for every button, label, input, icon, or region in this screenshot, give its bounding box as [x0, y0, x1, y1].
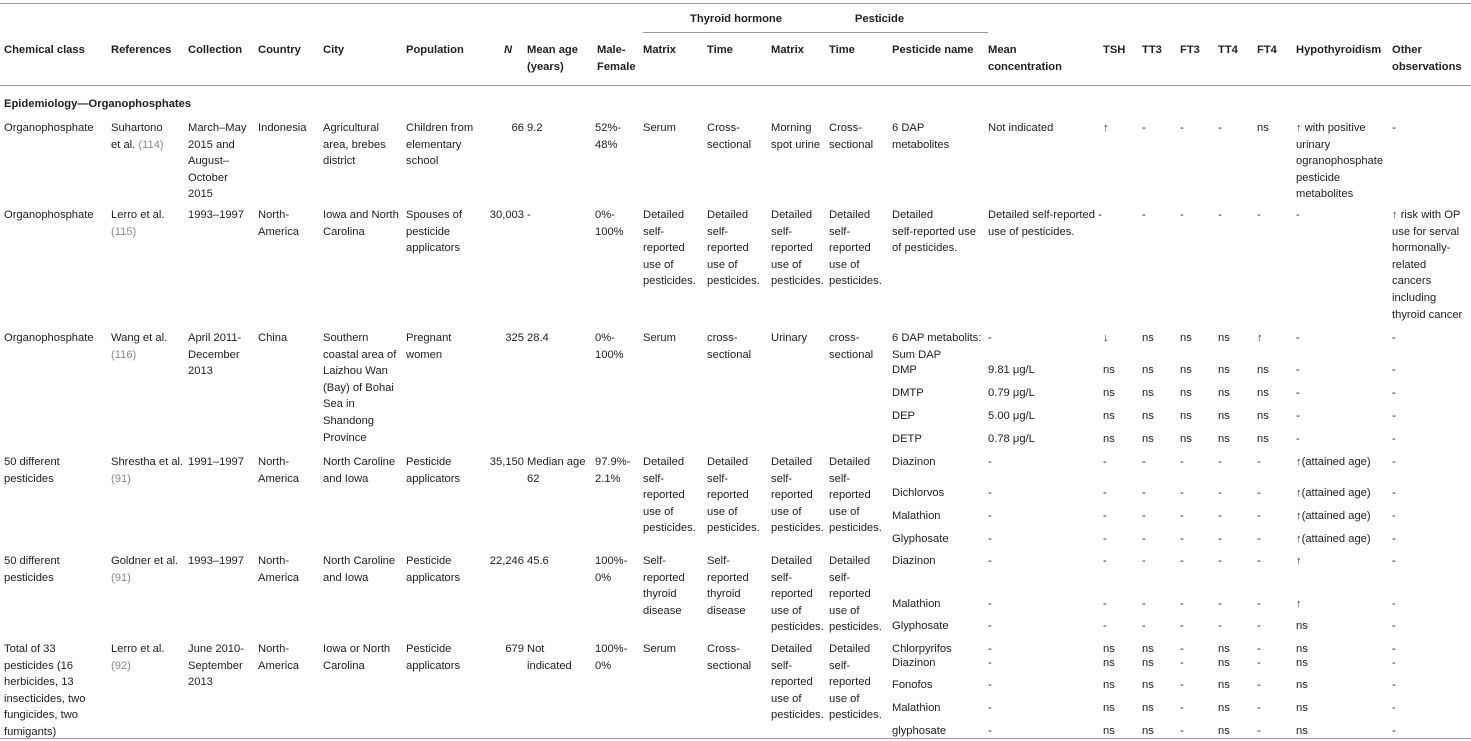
column-header-tt4: TT4: [1218, 44, 1238, 56]
column-header-male-female: Male- Female: [597, 44, 636, 73]
cell-r4b-tsh: -: [1103, 487, 1107, 499]
cell-r4-tht: Detailed self- reported use of pesticides.: [707, 456, 760, 535]
cell-r5-thm: Self- reported thyroid disease: [643, 555, 685, 617]
cell-r4d-ft4: -: [1257, 533, 1261, 545]
cell-r3-col: April 2011- December 2013: [188, 332, 242, 378]
reference-authors: Lerro et al.: [111, 643, 165, 655]
cell-r4c-pn: Malathion: [892, 510, 941, 522]
cell-r6-pm: Detailed self- reported use of pesticides.: [771, 643, 824, 722]
reference-authors: Suhartono et al.: [111, 122, 163, 151]
cell-r4-pop: Pesticide applicators: [406, 456, 461, 485]
cell-r1-col: March–May 2015 and August– October 2015: [188, 122, 247, 201]
cell-r4c-hyp: ↑(attained age): [1296, 510, 1371, 522]
column-header-ft4: FT4: [1257, 44, 1277, 56]
cell-r5b-pn: Malathion: [892, 598, 941, 610]
cell-r6b-ft4: -: [1257, 657, 1261, 669]
cell-r6e-pn: glyphosate: [892, 725, 947, 737]
cell-r2-tt4: -: [1218, 209, 1222, 221]
cell-r4d-tsh: -: [1103, 533, 1107, 545]
cell-r3b-oth: -: [1392, 364, 1396, 376]
cell-r6a-hyp: ns: [1296, 643, 1308, 655]
cell-r5a-hyp: ↑: [1296, 555, 1302, 567]
cell-r3b-tt3: ns: [1142, 364, 1154, 376]
cell-r5-pop: Pesticide applicators: [406, 555, 461, 584]
citation-link[interactable]: (91): [111, 472, 131, 485]
cell-r5a-ft4: -: [1257, 555, 1261, 567]
cell-r2-pop: Spouses of pesticide applicators: [406, 209, 462, 255]
cell-r6-col: June 2010- September 2013: [188, 643, 244, 689]
cell-r2-ref: [111, 207, 164, 240]
cell-r3-city: Southern coastal area of Laizhou Wan (Bay) of Bohai Sea in Shandong Province: [323, 332, 397, 444]
column-header-country: Country: [258, 44, 301, 56]
cell-r1-tt4: -: [1218, 122, 1222, 134]
cell-r3d-tt3: ns: [1142, 410, 1154, 422]
cell-r4a-tt3: -: [1142, 456, 1146, 468]
cell-r1-ft4: ns: [1257, 122, 1269, 134]
cell-r4-mf: 97.9%- 2.1%: [595, 456, 631, 485]
cell-r1-cls: Organophosphate: [4, 122, 94, 134]
cell-r3c-tsh: ns: [1103, 387, 1115, 399]
cell-r5b-ft3: -: [1180, 598, 1184, 610]
cell-r3-pm: Urinary: [771, 332, 808, 344]
cell-r3b-ft3: ns: [1180, 364, 1192, 376]
cell-r5a-tt4: -: [1218, 555, 1222, 567]
cell-r5-mf: 100%- 0%: [595, 555, 628, 584]
cell-r6a-oth: -: [1392, 643, 1396, 655]
cell-r3a-tt4: ns: [1218, 332, 1230, 344]
cell-r1-pt: Cross- sectional: [829, 122, 874, 151]
cell-r2-cls: Organophosphate: [4, 209, 94, 221]
reference-authors: Shrestha et al.: [111, 456, 184, 468]
column-header-chemical-class: Chemical class: [4, 44, 85, 56]
cell-r4d-tt4: -: [1218, 533, 1222, 545]
cell-r3c-tt3: ns: [1142, 387, 1154, 399]
cell-r1-pm: Morning spot urine: [771, 122, 821, 151]
cell-r5-age: 45.6: [527, 555, 549, 567]
cell-r4-pt: Detailed self- reported use of pesticides.: [829, 456, 882, 535]
cell-r6b-pn: Diazinon: [892, 657, 936, 669]
cell-r6a-mc: -: [988, 643, 992, 655]
cell-r5c-hyp: ns: [1296, 620, 1308, 632]
cell-r3-ref: [111, 330, 167, 363]
cell-r5b-mc: -: [988, 598, 992, 610]
cell-r5c-tsh: -: [1103, 620, 1107, 632]
cell-r6b-oth: -: [1392, 657, 1396, 669]
cell-r5-tht: Self- reported thyroid disease: [707, 555, 749, 617]
cell-r5c-mc: -: [988, 620, 992, 632]
column-header-other: Other observations: [1392, 44, 1462, 73]
cell-r6a-pn: Chlorpyrifos: [892, 643, 952, 655]
cell-r3e-pn: DETP: [892, 433, 922, 445]
cell-r3e-tsh: ns: [1103, 433, 1115, 445]
cell-r3d-ft3: ns: [1180, 410, 1192, 422]
cell-r6c-mc: -: [988, 679, 992, 691]
cell-r6e-tt3: ns: [1142, 725, 1154, 737]
cell-r5a-tsh: -: [1103, 555, 1107, 567]
cell-r3-thm: Serum: [643, 332, 676, 344]
cell-r6d-tt4: ns: [1218, 702, 1230, 714]
cell-r3d-tt4: ns: [1218, 410, 1230, 422]
cell-r5b-ft4: -: [1257, 598, 1261, 610]
cell-r5c-tt3: -: [1142, 620, 1146, 632]
cell-r5-pt: Detailed self- reported use of pesticides.: [829, 555, 882, 634]
cell-r3d-tsh: ns: [1103, 410, 1115, 422]
cell-r5b-tt3: -: [1142, 598, 1146, 610]
reference-authors: Lerro et al.: [111, 209, 165, 221]
cell-r6b-hyp: ns: [1296, 657, 1308, 669]
cell-r2-pt: Detailed self- reported use of pesticides.: [829, 209, 882, 288]
citation-link[interactable]: (115): [111, 225, 137, 238]
cell-r3e-oth: -: [1392, 433, 1396, 445]
cell-r6a-tt4: ns: [1218, 643, 1230, 655]
cell-r1-mf: 52%- 48%: [595, 122, 622, 151]
cell-r1-age: 9.2: [527, 122, 543, 134]
cell-r6c-pn: Fonofos: [892, 679, 933, 691]
cell-r2-pn: Detailed self-reported use of pesticides.: [892, 209, 976, 255]
cell-r6-cls: Total of 33 pesticides (16 herbicides, 13 insecticides, two fungicides, two fumigants): [4, 643, 86, 738]
cell-r2-n: 30,003: [489, 209, 524, 221]
cell-r3a-mc: -: [988, 332, 992, 344]
cell-r5-pm: Detailed self- reported use of pesticides.: [771, 555, 824, 634]
cell-r4-city: North Caroline and Iowa: [323, 456, 396, 485]
column-header-hypo: Hypothyroidism: [1296, 44, 1382, 56]
cell-r3-pt: cross- sectional: [829, 332, 874, 361]
cell-r5-col: 1993–1997: [188, 555, 244, 567]
cell-r6d-hyp: ns: [1296, 702, 1308, 714]
cell-r3d-oth: -: [1392, 410, 1396, 422]
citation-link[interactable]: (114): [138, 138, 164, 151]
column-header-collection: Collection: [188, 44, 243, 56]
cell-r6a-tsh: ns: [1103, 643, 1115, 655]
cell-r3b-tt4: ns: [1218, 364, 1230, 376]
cell-r4-n: 35,150: [489, 456, 524, 468]
cell-r5b-tsh: -: [1103, 598, 1107, 610]
citation-link[interactable]: (91): [111, 571, 131, 584]
cell-r1-tsh: ↑: [1103, 122, 1109, 134]
column-header-ft3: FT3: [1180, 44, 1200, 56]
cell-r4c-ft3: -: [1180, 510, 1184, 522]
cell-r3-pop: Pregnant women: [406, 332, 452, 361]
cell-r3a-ft3: ns: [1180, 332, 1192, 344]
cell-r3b-hyp: -: [1296, 364, 1300, 376]
cell-r2-ft4: -: [1257, 209, 1261, 221]
cell-r4b-mc: -: [988, 487, 992, 499]
citation-link[interactable]: (116): [111, 348, 137, 361]
cell-r4b-ft3: -: [1180, 487, 1184, 499]
header-bottom-rule: [0, 85, 1471, 86]
cell-r6d-pn: Malathion: [892, 702, 941, 714]
cell-r4d-pn: Glyphosate: [892, 533, 949, 545]
cell-r6d-ft3: -: [1180, 702, 1184, 714]
cell-r4c-oth: -: [1392, 510, 1396, 522]
cell-r3a-ft4: ↑: [1257, 332, 1263, 344]
cell-r6d-oth: -: [1392, 702, 1396, 714]
cell-r3b-tsh: ns: [1103, 364, 1115, 376]
cell-r3e-tt4: ns: [1218, 433, 1230, 445]
cell-r1-pop: Children from elementary school: [406, 122, 474, 168]
cell-r1-thm: Serum: [643, 122, 676, 134]
cell-r6a-tt3: ns: [1142, 643, 1154, 655]
cell-r6c-ft4: -: [1257, 679, 1261, 691]
cell-r6d-tsh: ns: [1103, 702, 1115, 714]
cell-r6a-ft3: -: [1180, 643, 1184, 655]
cell-r5c-ft3: -: [1180, 620, 1184, 632]
cell-r5a-ft3: -: [1180, 555, 1184, 567]
reference-authors: Goldner et al.: [111, 555, 179, 567]
cell-r4b-pn: Dichlorvos: [892, 487, 945, 499]
cell-r6e-hyp: ns: [1296, 725, 1308, 737]
cell-r1-city: Agricultural area, brebes district: [323, 122, 386, 168]
cell-r2-col: 1993–1997: [188, 209, 244, 221]
cell-r4d-oth: -: [1392, 533, 1396, 545]
cell-r2-hyp: -: [1296, 209, 1300, 221]
cell-r2-tht: Detailed self- reported use of pesticides.: [707, 209, 760, 288]
group-header-thyroid: Thyroid hormone: [690, 13, 782, 25]
cell-r6-pop: Pesticide applicators: [406, 643, 461, 672]
cell-r3c-pn: DMTP: [892, 387, 924, 399]
cell-r3e-hyp: -: [1296, 433, 1300, 445]
cell-r1-mc: Not indicated: [988, 122, 1054, 134]
column-header-mean-conc: Mean concentration: [988, 44, 1062, 73]
cell-r4c-tt3: -: [1142, 510, 1146, 522]
cell-r6e-tt4: ns: [1218, 725, 1230, 737]
cell-r4-col: 1991–1997: [188, 456, 244, 468]
cell-r5b-tt4: -: [1218, 598, 1222, 610]
cell-r5-ref: [111, 553, 178, 586]
cell-r1-hyp: ↑ with positive urinary ogranophosphate pesticide metabolites: [1296, 122, 1384, 201]
cell-r6e-ft3: -: [1180, 725, 1184, 737]
cell-r4-ref: [111, 454, 183, 487]
cell-r2-thm: Detailed self- reported use of pesticides.: [643, 209, 696, 288]
cell-r6-ref: [111, 641, 164, 674]
cell-r6c-tsh: ns: [1103, 679, 1115, 691]
cell-r3e-ft4: ns: [1257, 433, 1269, 445]
cell-r3d-hyp: -: [1296, 410, 1300, 422]
cell-r5a-mc: -: [988, 555, 992, 567]
cell-r3e-mc: 0.78 μg/L: [988, 433, 1035, 445]
cell-r6b-tsh: ns: [1103, 657, 1115, 669]
cell-r5b-hyp: ↑: [1296, 598, 1302, 610]
cell-r5-city: North Caroline and Iowa: [323, 555, 396, 584]
cell-r6e-mc: -: [988, 725, 992, 737]
cell-r4-thm: Detailed self- reported use of pesticides.: [643, 456, 696, 535]
cell-r6b-mc: -: [988, 657, 992, 669]
cell-r4-age: Median age 62: [527, 456, 586, 485]
cell-r4a-mc: -: [988, 456, 992, 468]
cell-r6e-ft4: -: [1257, 725, 1261, 737]
cell-r6b-tt4: ns: [1218, 657, 1230, 669]
cell-r4a-ft3: -: [1180, 456, 1184, 468]
cell-r1-n: 66: [511, 122, 524, 134]
cell-r5-cls: 50 different pesticides: [4, 555, 60, 584]
cell-r6-cty: North- America: [258, 643, 300, 672]
cell-r5c-ft4: -: [1257, 620, 1261, 632]
cell-r3a-oth: -: [1392, 332, 1396, 344]
cell-r2-mf: 0%- 100%: [595, 209, 624, 238]
cell-r3a-hyp: -: [1296, 332, 1300, 344]
cell-r2-oth: ↑ risk with OP use for serval hormonally- related cancers including thyroid cancer: [1392, 209, 1463, 321]
cell-r5-n: 22,246: [489, 555, 524, 567]
cell-r4a-ft4: -: [1257, 456, 1261, 468]
column-header-mean-age: Mean age (years): [527, 44, 578, 73]
cell-r6c-tt3: ns: [1142, 679, 1154, 691]
cell-r6-pt: Detailed self- reported use of pesticides.: [829, 643, 882, 722]
cell-r6-city: Iowa or North Carolina: [323, 643, 391, 672]
cell-r6-mf: 100%- 0%: [595, 643, 628, 672]
cell-r4d-ft3: -: [1180, 533, 1184, 545]
cell-r5c-pn: Glyphosate: [892, 620, 949, 632]
cell-r3-cls: Organophosphate: [4, 332, 94, 344]
cell-r6c-oth: -: [1392, 679, 1396, 691]
cell-r6d-ft4: -: [1257, 702, 1261, 714]
section-label: Epidemiology—Organophosphates: [4, 98, 192, 110]
cell-r4-cty: North- America: [258, 456, 300, 485]
citation-link[interactable]: (92): [111, 659, 131, 672]
cell-r4-cls: 50 different pesticides: [4, 456, 60, 485]
cell-r1-cty: Indonesia: [258, 122, 307, 134]
column-header-population: Population: [406, 44, 464, 56]
group-header-pesticide: Pesticide: [854, 13, 905, 25]
cell-r2-age: -: [527, 209, 531, 221]
cell-r3d-pn: DEP: [892, 410, 916, 422]
cell-r3b-ft4: ns: [1257, 364, 1269, 376]
cell-r4a-tsh: -: [1103, 456, 1107, 468]
cell-r3d-ft4: ns: [1257, 410, 1269, 422]
table-bottom-rule: [0, 738, 1471, 739]
cell-r2-mc: Detailed self-reported - use of pesticides.: [988, 209, 1102, 238]
cell-r3e-tt3: ns: [1142, 433, 1154, 445]
cell-r5-cty: North- America: [258, 555, 300, 584]
cell-r1-pn: 6 DAP metabolites: [892, 122, 950, 151]
cell-r5b-oth: -: [1392, 598, 1396, 610]
cell-r4b-oth: -: [1392, 487, 1396, 499]
column-header-p-time: Time: [829, 44, 855, 56]
cell-r5a-tt3: -: [1142, 555, 1146, 567]
cell-r6c-tt4: ns: [1218, 679, 1230, 691]
cell-r3-mf: 0%- 100%: [595, 332, 624, 361]
cell-r4-pm: Detailed self- reported use of pesticides.: [771, 456, 824, 535]
cell-r4c-mc: -: [988, 510, 992, 522]
cell-r3b-pn: DMP: [892, 364, 917, 376]
cell-r4a-oth: -: [1392, 456, 1396, 468]
reference-authors: Wang et al.: [111, 332, 168, 344]
cell-r6e-oth: -: [1392, 725, 1396, 737]
cell-r5c-oth: -: [1392, 620, 1396, 632]
cell-r2-pm: Detailed self- reported use of pesticides.: [771, 209, 824, 288]
cell-r3c-ft3: ns: [1180, 387, 1192, 399]
cell-r4d-hyp: ↑(attained age): [1296, 533, 1371, 545]
cell-r1-tht: Cross- sectional: [707, 122, 752, 151]
cell-r6e-tsh: ns: [1103, 725, 1115, 737]
cell-r4b-ft4: -: [1257, 487, 1261, 499]
cell-r6b-tt3: ns: [1142, 657, 1154, 669]
cell-r1-oth: -: [1392, 122, 1396, 134]
cell-r6b-ft3: -: [1180, 657, 1184, 669]
group-header-rule: [643, 32, 988, 33]
cell-r2-city: Iowa and North Carolina: [323, 209, 399, 238]
cell-r6d-tt3: ns: [1142, 702, 1154, 714]
table-top-rule: [0, 3, 1471, 4]
cell-r4a-hyp: ↑(attained age): [1296, 456, 1371, 468]
cell-r4b-hyp: ↑(attained age): [1296, 487, 1371, 499]
column-header-th-matrix: Matrix: [643, 44, 676, 56]
cell-r4c-tsh: -: [1103, 510, 1107, 522]
column-header-p-matrix: Matrix: [771, 44, 804, 56]
column-header-references: References: [111, 44, 172, 56]
cell-r4b-tt4: -: [1218, 487, 1222, 499]
cell-r1-ft3: -: [1180, 122, 1184, 134]
cell-r6a-ft4: -: [1257, 643, 1261, 655]
cell-r3b-mc: 9.81 μg/L: [988, 364, 1035, 376]
cell-r4c-tt4: -: [1218, 510, 1222, 522]
column-header-tsh: TSH: [1103, 44, 1126, 56]
cell-r4b-tt3: -: [1142, 487, 1146, 499]
cell-r3-cty: China: [258, 332, 288, 344]
cell-r5a-oth: -: [1392, 555, 1396, 567]
cell-r3c-mc: 0.79 μg/L: [988, 387, 1035, 399]
column-header-city: City: [323, 44, 345, 56]
cell-r4d-tt3: -: [1142, 533, 1146, 545]
cell-r2-cty: North- America: [258, 209, 300, 238]
cell-r3-n: 325: [505, 332, 524, 344]
cell-r6-age: Not indicated: [527, 643, 572, 672]
cell-r2-ft3: -: [1180, 209, 1184, 221]
cell-r3a-tsh: ↓: [1103, 332, 1109, 344]
cell-r6-thm: Serum: [643, 643, 676, 655]
cell-r3e-ft3: ns: [1180, 433, 1192, 445]
cell-r4a-tt4: -: [1218, 456, 1222, 468]
cell-r3c-oth: -: [1392, 387, 1396, 399]
cell-r2-tt3: -: [1142, 209, 1146, 221]
cell-r4d-mc: -: [988, 533, 992, 545]
cell-r5a-pn: Diazinon: [892, 555, 936, 567]
cell-r6-n: 679: [505, 643, 524, 655]
cell-r3-tht: cross- sectional: [707, 332, 752, 361]
cell-r3a-pn: 6 DAP metabolits: Sum DAP: [892, 332, 982, 361]
cell-r5c-tt4: -: [1218, 620, 1222, 632]
cell-r4c-ft4: -: [1257, 510, 1261, 522]
column-header-tt3: TT3: [1142, 44, 1162, 56]
cell-r1-ref: [111, 120, 164, 153]
cell-r3c-hyp: -: [1296, 387, 1300, 399]
cell-r6c-ft3: -: [1180, 679, 1184, 691]
cell-r6-tht: Cross- sectional: [707, 643, 752, 672]
cell-r4a-pn: Diazinon: [892, 456, 936, 468]
cell-r3c-tt4: ns: [1218, 387, 1230, 399]
cell-r6d-mc: -: [988, 702, 992, 714]
column-header-n: N: [504, 44, 513, 56]
cell-r3a-tt3: ns: [1142, 332, 1154, 344]
cell-r3d-mc: 5.00 μg/L: [988, 410, 1035, 422]
cell-r1-tt3: -: [1142, 122, 1146, 134]
column-header-pesticide-name: Pesticide name: [892, 44, 974, 56]
column-header-th-time: Time: [707, 44, 733, 56]
cell-r6c-hyp: ns: [1296, 679, 1308, 691]
cell-r3-age: 28.4: [527, 332, 549, 344]
cell-r3c-ft4: ns: [1257, 387, 1269, 399]
